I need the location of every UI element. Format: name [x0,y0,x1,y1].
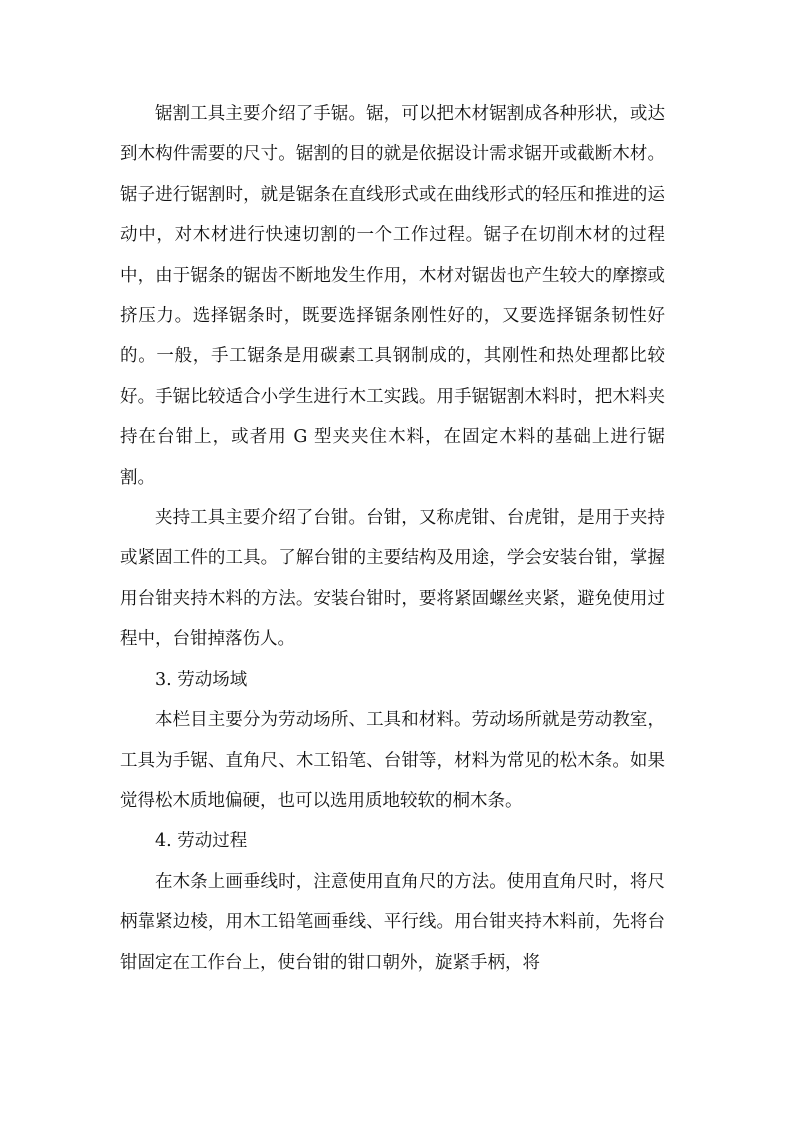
paragraph-labor-site: 本栏目主要分为劳动场所、工具和材料。劳动场所就是劳动教室，工具为手锯、直角尺、木工铅笔、台钳等，材料为常见的松木条。如果觉得松木质地偏硬，也可以选用质地较软的桐木条。 [120,710,665,811]
section-heading-labor-process: 4. 劳动过程 [155,831,248,852]
document-body [120,94,665,983]
paragraph-labor-process: 在木条上画垂线时，注意使用直角尺的方法。使用直角尺时，将尺柄靠紧边棱，用木工铅笔画垂线、平行线。用台钳夹持木料前，先将台钳固定在工作台上，使台钳的钳口朝外，旋紧手柄，将 [120,871,665,973]
paragraph-clamp-tools: 夹持工具主要介绍了台钳。台钳，又称虎钳、台虎钳，是用于夹持或紧固工件的工具。了解台钳的主要结构及用途，学会安装台钳，掌握用台钳夹持木料的方法。安装台钳时，要将紧固螺丝夹紧，避免使用过程中，台钳掉落伤人。 [120,508,665,650]
section-heading-labor-site: 3. 劳动场域 [155,669,248,690]
paragraph-saw-tools: 锯割工具主要介绍了手锯。锯，可以把木材锯割成各种形状，或达到木构件需要的尺寸。锯割的目的就是依据设计需求锯开或截断木材。锯子进行锯割时，就是锯条在直线形式或在曲线形式的轻压和推进的运动中，对木材进行快速切割的一个工作过程。锯子在切削木材的过程中，由于锯条的锯齿不断地发生作用，木材对锯齿也产生较大的摩擦或挤压力。选择锯条时，既要选择锯条刚性好的，又要选择锯条韧性好的。一般，手工锯条是用碳素工具钢制成的，其刚性和热处理都比较好。手锯比较适合小学生进行木工实践。用手锯锯割木料时，把木料夹持在台钳上，或者用 G 型夹夹住木料，在固定木料的基础上进行锯割。 [120,104,665,488]
